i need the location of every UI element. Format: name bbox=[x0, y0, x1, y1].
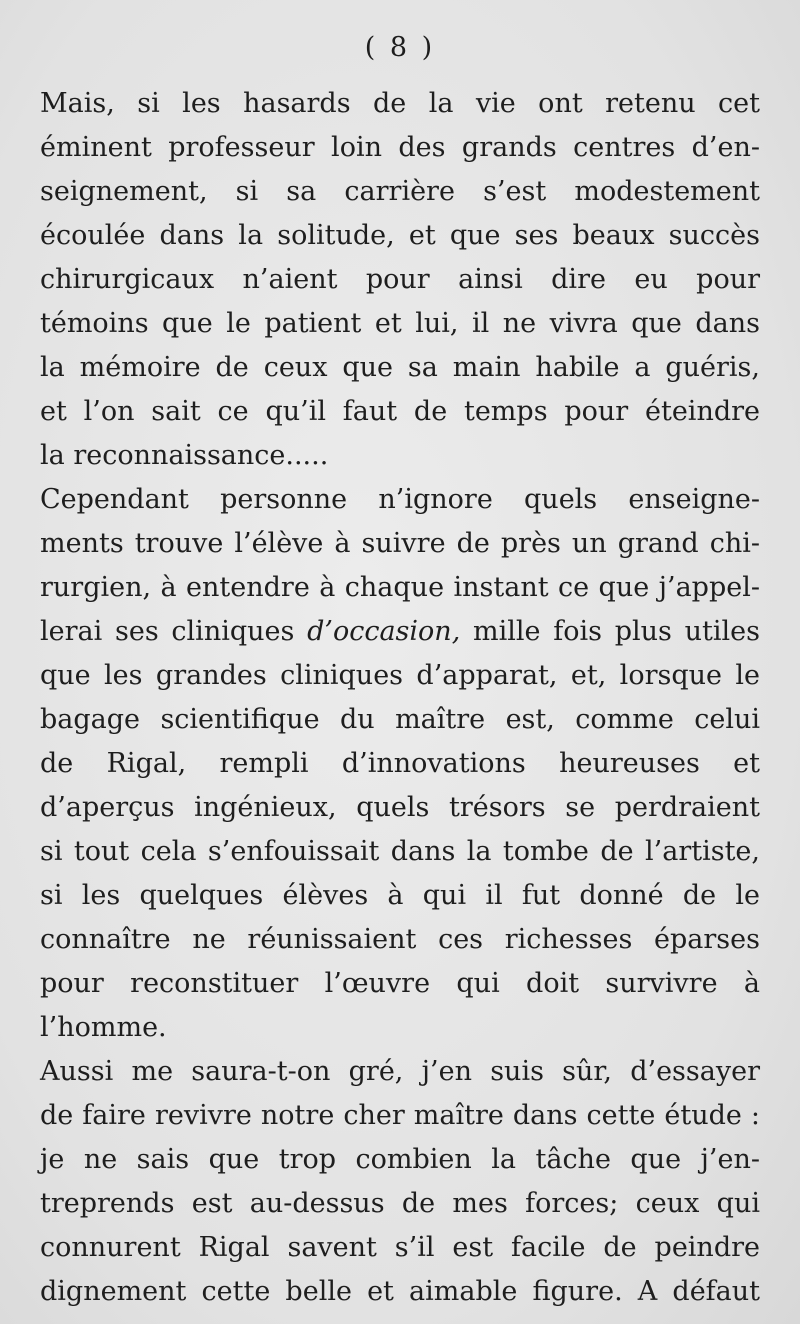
text-line: connurent Rigal savent s’il est facile de peindre bbox=[40, 1232, 760, 1263]
text-line: de Rigal, rempli d’innovations heureuses et bbox=[40, 748, 760, 779]
text-line: je ne sais que trop combien la tâche que j’en- bbox=[40, 1144, 760, 1175]
text-span: lerai ses cliniques bbox=[40, 616, 308, 647]
text-line: Mais, si les hasards de la vie ont retenu cet bbox=[40, 88, 760, 119]
text-line: treprends est au-dessus de mes forces; ceux qui bbox=[40, 1188, 760, 1219]
text-line: si tout cela s’enfouissait dans la tombe de l’artiste, bbox=[40, 836, 760, 867]
text-line: Cependant personne n’ignore quels enseigne- bbox=[40, 484, 760, 515]
text-line: écoulée dans la solitude, et que ses beaux succès bbox=[40, 220, 760, 251]
text-line: ments trouve l’élève à suivre de près un grand chi- bbox=[40, 528, 760, 559]
text-line: connaître ne réunissaient ces richesses éparses bbox=[40, 924, 760, 955]
text-line: la mémoire de ceux que sa main habile a guéris, bbox=[40, 352, 760, 383]
text-line: dignement cette belle et aimable figure. A défaut bbox=[40, 1276, 760, 1307]
text-line bbox=[40, 610, 760, 654]
text-span: mille fois plus utiles bbox=[460, 616, 760, 647]
text-line: la reconnaissance..... bbox=[40, 440, 329, 471]
italic-phrase: d’occasion, bbox=[307, 616, 461, 647]
body-text bbox=[40, 82, 760, 1314]
text-line: éminent professeur loin des grands centres d’en- bbox=[40, 132, 760, 163]
text-line: de faire revivre notre cher maître dans cette étude : bbox=[40, 1100, 760, 1131]
text-line: Aussi me saura-t-on gré, j’en suis sûr, d’essayer bbox=[40, 1056, 760, 1087]
text-line: témoins que le patient et lui, il ne vivra que dans bbox=[40, 308, 760, 339]
page-number: ( 8 ) bbox=[364, 32, 436, 63]
text-line: d’aperçus ingénieux, quels trésors se perdraient bbox=[40, 792, 760, 823]
text-line: seignement, si sa carrière s’est modestement bbox=[40, 176, 760, 207]
text-line: si les quelques élèves à qui il fut donné de le bbox=[40, 880, 760, 911]
text-line: rurgien, à entendre à chaque instant ce que j’appel- bbox=[40, 572, 760, 603]
text-line: chirurgicaux n’aient pour ainsi dire eu pour bbox=[40, 264, 760, 295]
text-line: et l’on sait ce qu’il faut de temps pour éteindre bbox=[40, 396, 760, 427]
text-line: bagage scientifique du maître est, comme celui bbox=[40, 704, 760, 735]
text-line: l’homme. bbox=[40, 1012, 167, 1043]
text-line: que les grandes cliniques d’apparat, et, lorsque le bbox=[40, 660, 760, 691]
text-line: pour reconstituer l’œuvre qui doit survivre à bbox=[40, 968, 760, 999]
